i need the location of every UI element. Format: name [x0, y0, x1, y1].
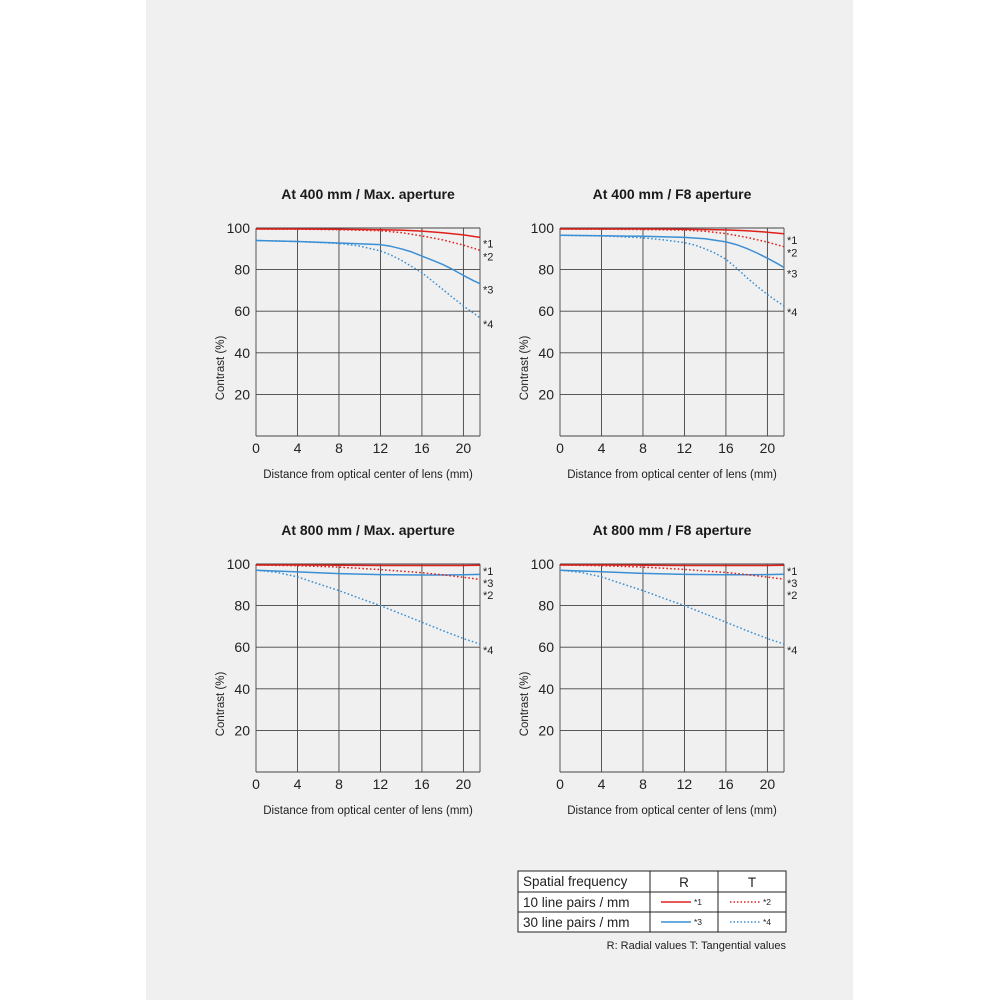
y-axis-label: Contrast (%) — [215, 671, 227, 737]
y-tick-label: 40 — [538, 680, 554, 697]
x-tick-label: 16 — [414, 440, 430, 456]
y-tick-label: 20 — [538, 386, 554, 403]
series-line — [256, 229, 480, 237]
y-tick-label: 100 — [226, 556, 250, 572]
x-tick-label: 8 — [335, 776, 343, 792]
mtf-chart — [215, 522, 493, 817]
y-tick-label: 60 — [538, 303, 554, 320]
x-tick-label: 16 — [718, 440, 734, 456]
y-tick-label: 80 — [234, 261, 250, 278]
mtf-chart — [519, 186, 797, 481]
y-tick-label: 60 — [234, 639, 250, 656]
x-tick-label: 16 — [414, 776, 430, 792]
y-tick-label: 20 — [234, 386, 250, 403]
chart-title: At 400 mm / Max. aperture — [281, 186, 455, 202]
x-tick-label: 4 — [293, 440, 302, 456]
x-tick-label: 0 — [556, 440, 564, 456]
series-line — [560, 570, 784, 575]
series-label: *1 — [787, 234, 798, 247]
series-label: *1 — [483, 566, 494, 579]
series-line — [560, 235, 784, 267]
series-label: *1 — [483, 238, 494, 251]
x-axis-label: Distance from optical center of lens (mm) — [263, 469, 473, 481]
mtf-chart — [215, 186, 493, 481]
mtf-chart — [519, 522, 797, 817]
series-label: *2 — [787, 247, 798, 260]
y-tick-label: 40 — [234, 680, 250, 697]
series-label: *2 — [787, 590, 798, 603]
y-tick-label: 100 — [530, 220, 554, 236]
series-line — [256, 229, 480, 250]
y-axis-label: Contrast (%) — [519, 671, 531, 737]
x-tick-label: 20 — [759, 440, 776, 456]
x-tick-label: 12 — [676, 440, 693, 456]
legend-header-radial: R — [679, 875, 689, 890]
series-line — [256, 570, 480, 644]
y-tick-label: 40 — [234, 344, 250, 361]
x-tick-label: 8 — [639, 440, 647, 456]
legend-header-tangential: T — [747, 875, 757, 890]
y-axis-label: Contrast (%) — [215, 335, 227, 401]
y-tick-label: 80 — [538, 261, 554, 278]
legend-mark-1: *1 — [694, 897, 703, 907]
x-tick-label: 16 — [718, 776, 734, 792]
x-tick-label: 0 — [252, 776, 260, 792]
series-label: *3 — [483, 284, 494, 297]
series-line — [560, 570, 784, 644]
y-tick-label: 100 — [226, 220, 250, 236]
x-tick-label: 0 — [556, 776, 564, 792]
legend-note: R: Radial values T: Tangential values — [606, 940, 786, 952]
series-line — [256, 570, 480, 575]
series-line — [560, 235, 784, 306]
series-label: *3 — [787, 578, 798, 591]
legend-header-frequency: Spatial frequency — [523, 874, 628, 889]
mtf-figure — [146, 0, 853, 1000]
legend-mark-4: *4 — [763, 917, 772, 927]
legend-row-label-10lp: 10 line pairs / mm — [523, 895, 630, 910]
x-tick-label: 4 — [597, 440, 606, 456]
y-tick-label: 60 — [234, 303, 250, 320]
x-tick-label: 12 — [372, 440, 389, 456]
series-label: *4 — [483, 318, 494, 331]
series-label: *4 — [483, 645, 494, 658]
series-label: *2 — [483, 590, 494, 603]
y-tick-label: 20 — [538, 722, 554, 739]
x-tick-label: 12 — [372, 776, 389, 792]
document-page — [146, 0, 853, 1000]
series-label: *4 — [787, 307, 798, 319]
x-tick-label: 12 — [676, 776, 693, 792]
y-tick-label: 60 — [538, 639, 554, 656]
chart-title: At 400 mm / F8 aperture — [592, 186, 752, 202]
series-line — [256, 241, 480, 284]
x-axis-label: Distance from optical center of lens (mm) — [263, 805, 473, 817]
x-tick-label: 8 — [335, 440, 343, 456]
series-line — [256, 241, 480, 318]
legend-table — [518, 871, 786, 952]
legend-row-label-30lp: 30 line pairs / mm — [523, 915, 630, 930]
series-label: *1 — [787, 566, 798, 579]
series-line — [560, 565, 784, 566]
x-tick-label: 20 — [759, 776, 776, 792]
legend-mark-3: *3 — [694, 917, 703, 927]
y-tick-label: 80 — [538, 597, 554, 614]
y-tick-label: 80 — [234, 597, 250, 614]
x-tick-label: 0 — [252, 440, 260, 456]
series-line — [256, 565, 480, 566]
x-tick-label: 4 — [293, 776, 302, 792]
x-axis-label: Distance from optical center of lens (mm) — [567, 469, 777, 481]
legend-mark-2: *2 — [763, 897, 772, 907]
y-tick-label: 20 — [234, 722, 250, 739]
y-tick-label: 100 — [530, 556, 554, 572]
chart-title: At 800 mm / Max. aperture — [281, 522, 455, 538]
x-axis-label: Distance from optical center of lens (mm) — [567, 805, 777, 817]
x-tick-label: 20 — [455, 776, 472, 792]
chart-title: At 800 mm / F8 aperture — [592, 522, 752, 538]
y-tick-label: 40 — [538, 344, 554, 361]
x-tick-label: 8 — [639, 776, 647, 792]
series-label: *2 — [483, 251, 494, 264]
x-tick-label: 4 — [597, 776, 606, 792]
series-label: *3 — [787, 268, 798, 281]
series-label: *3 — [483, 578, 494, 591]
y-axis-label: Contrast (%) — [519, 335, 531, 401]
series-label: *4 — [787, 645, 798, 658]
series-line — [560, 229, 784, 234]
x-tick-label: 20 — [455, 440, 472, 456]
